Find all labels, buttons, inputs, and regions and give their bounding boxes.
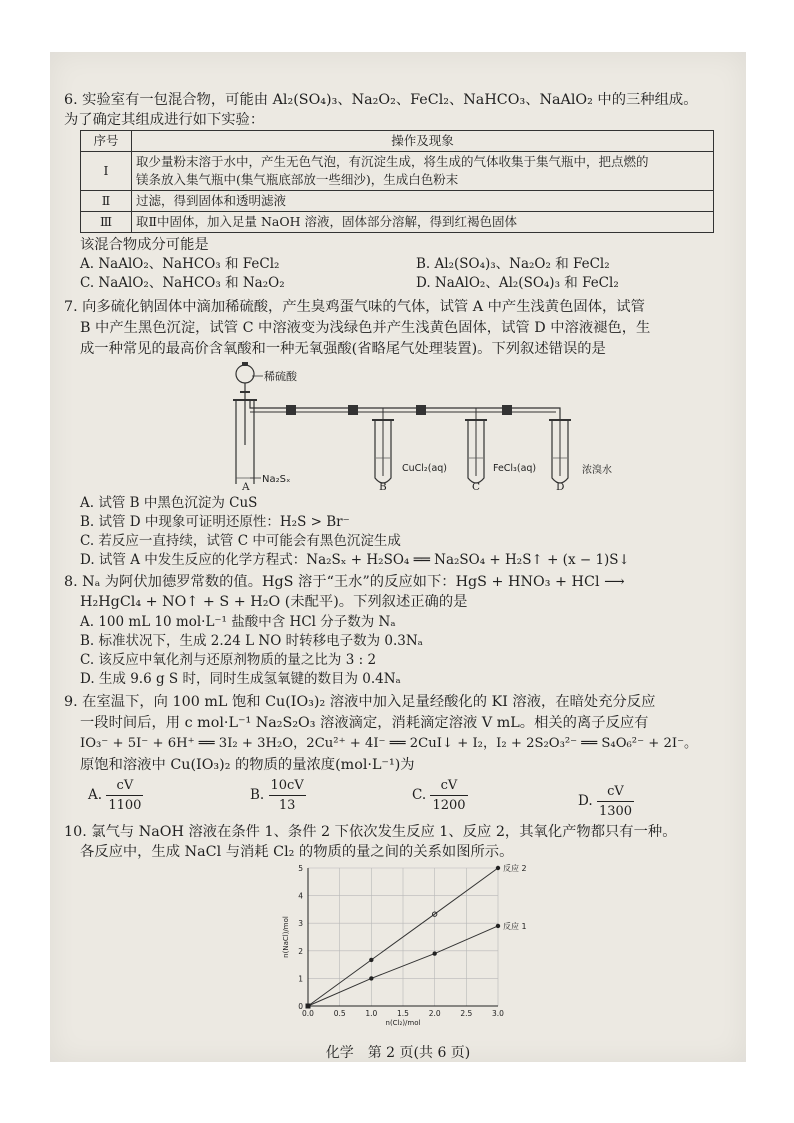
series-label: 反应 2 <box>503 864 527 873</box>
q6-conclusion: 该混合物成分可能是 <box>80 237 209 253</box>
table-row <box>81 152 714 191</box>
q7-option-d: D. 试管 A 中发生反应的化学方程式：Na₂Sₓ + H₂SO₄ ══ Na₂SO₄ + H₂S↑ + (x − 1)S↓ <box>80 552 630 568</box>
data-point <box>432 951 436 955</box>
q6-option-c: C. NaAlO₂、NaHCO₃ 和 Na₂O₂ <box>80 275 285 291</box>
letter-b: B <box>379 481 387 493</box>
q8-line1: 8. Nₐ 为阿伏加德罗常数的值。HgS 溶于“王水”的反应如下：HgS + HNO₃ + HCl ⟶ <box>64 574 625 590</box>
tube-b-label: CuCl₂(aq) <box>402 463 447 474</box>
x-tick-label: 3.0 <box>492 1009 504 1018</box>
q8-option-c: C. 该反应中氧化剂与还原剂物质的量之比为 3 : 2 <box>80 652 377 668</box>
q9-line3: IO₃⁻ + 5I⁻ + 6H⁺ ══ 3I₂ + 3H₂O，2Cu²⁺ + 4I⁻ ══ 2CuI↓ + I₂，I₂ + 2S₂O₃²⁻ ══ S₄O₆²⁻ + 2I⁻。 <box>80 736 698 751</box>
denominator: 1200 <box>432 798 466 813</box>
q7-option-c: C. 若反应一直持续，试管 C 中可能会有黑色沉淀生成 <box>80 533 401 549</box>
q8-line2: H₂HgCl₄ + NO↑ + S + H₂O (未配平)。下列叙述正确的是 <box>80 594 468 610</box>
y-tick-label: 0 <box>298 1002 303 1011</box>
option-label: B. <box>250 787 265 803</box>
apparatus-diagram <box>220 360 580 488</box>
numerator: cV <box>106 776 143 796</box>
q10-line1: 10. 氯气与 NaOH 溶液在条件 1、条件 2 下依次发生反应 1、反应 2，其氧化产物都只有一种。 <box>64 824 677 840</box>
q6-option-d: D. NaAlO₂、Al₂(SO₄)₃ 和 FeCl₂ <box>416 275 619 291</box>
exam-page <box>50 52 746 1062</box>
q8-option-a: A. 100 mL 10 mol·L⁻¹ 盐酸中含 HCl 分子数为 Nₐ <box>80 614 396 630</box>
data-point <box>369 958 373 962</box>
y-tick-label: 1 <box>298 974 303 984</box>
row-text: 取少量粉末溶于水中，产生无色气泡，有沉淀生成，将生成的气体收集于集气瓶中，把点燃的 <box>136 154 649 169</box>
q9-option-b <box>250 776 306 815</box>
table-header-index: 序号 <box>81 131 132 152</box>
q9-option-a <box>88 776 143 815</box>
x-tick-label: 0.5 <box>333 1009 346 1018</box>
chart-nacl-vs-cl2 <box>272 858 562 1038</box>
option-label: C. <box>412 787 427 803</box>
letter-a: A <box>242 481 250 493</box>
tube-b <box>372 408 394 483</box>
letter-d: D <box>556 481 565 493</box>
q6-option-a: A. NaAlO₂、NaHCO₃ 和 FeCl₂ <box>80 256 280 272</box>
data-point <box>369 976 373 980</box>
denominator: 1300 <box>598 804 633 819</box>
numerator: cV <box>430 776 467 796</box>
x-axis-label: n(Cl₂)/mol <box>385 1019 421 1027</box>
y-axis-label: n(NaCl)/mol <box>282 916 290 958</box>
tube-d-label: 浓溴水 <box>582 465 612 476</box>
table-header-operation: 操作及现象 <box>132 131 714 152</box>
q6-table <box>80 130 714 233</box>
option-label: A. <box>88 787 103 803</box>
option-label: D. <box>578 793 593 809</box>
x-tick-label: 1.0 <box>365 1009 378 1018</box>
denominator: 13 <box>278 798 296 813</box>
y-tick-label: 4 <box>298 891 303 901</box>
numerator: cV <box>597 782 634 802</box>
table-row <box>81 191 714 212</box>
tube-c <box>465 408 487 483</box>
x-tick-label: 2.0 <box>428 1009 441 1018</box>
letter-c: C <box>472 481 481 493</box>
row-text: 镁条放入集气瓶中(集气瓶底部放一些细沙)，生成白色粉末 <box>136 172 459 187</box>
x-tick-label: 0.0 <box>302 1009 314 1018</box>
q10-line2: 各反应中，生成 NaCl 与消耗 Cl₂ 的物质的量之间的关系如图所示。 <box>80 844 514 860</box>
q7-option-b: B. 试管 D 中现象可证明还原性：H₂S > Br⁻ <box>80 514 350 530</box>
denominator: 1100 <box>108 798 142 813</box>
q7-line1: 7. 向多硫化钠固体中滴加稀硫酸，产生臭鸡蛋气味的气体，试管 A 中产生浅黄色固体，试管 <box>64 299 645 315</box>
flask-label: Na₂Sₓ <box>262 474 291 485</box>
numerator: 10cV <box>269 776 306 796</box>
row-id: Ⅰ <box>81 152 132 191</box>
q6-option-b: B. Al₂(SO₄)₃、Na₂O₂ 和 FeCl₂ <box>416 256 610 272</box>
tube-d <box>549 408 571 483</box>
x-tick-label: 1.5 <box>397 1009 409 1018</box>
data-point <box>496 924 500 928</box>
table-row <box>81 212 714 233</box>
q8-option-b: B. 标准状况下，生成 2.24 L NO 时转移电子数为 0.3Nₐ <box>80 633 423 649</box>
q6-line2: 为了确定其组成进行如下实验： <box>64 112 265 128</box>
y-tick-label: 5 <box>298 864 303 873</box>
series-label: 反应 1 <box>503 921 527 931</box>
funnel-label: 稀硫酸 <box>264 370 297 383</box>
q8-option-d: D. 生成 9.6 g S 时，同时生成氢氧键的数目为 0.4Nₐ <box>80 671 401 687</box>
row-text: 取Ⅱ中固体，加入足量 NaOH 溶液，固体部分溶解，得到红褐色固体 <box>132 212 714 233</box>
page-footer: 化学 第 2 页(共 6 页) <box>325 1045 471 1061</box>
dropping-funnel <box>236 362 254 445</box>
q6-line1: 6. 实验室有一包混合物，可能由 Al₂(SO₄)₃、Na₂O₂、FeCl₂、NaHCO₃、NaAlO₂ 中的三种组成。 <box>64 92 698 108</box>
q7-option-a: A. 试管 B 中黑色沉淀为 CuS <box>80 495 258 511</box>
q7-line3: 成一种常见的最高价含氧酸和一种无氧强酸(省略尾气处理装置)。下列叙述错误的是 <box>80 341 606 357</box>
tube-c-label: FeCl₃(aq) <box>493 463 537 474</box>
q9-option-d <box>578 782 634 821</box>
data-point <box>306 1004 311 1009</box>
q7-line2: B 中产生黑色沉淀，试管 C 中溶液变为浅绿色并产生浅黄色固体，试管 D 中溶液褪色，生 <box>80 320 651 336</box>
row-id: Ⅲ <box>81 212 132 233</box>
y-tick-label: 2 <box>298 946 303 956</box>
row-text: 过滤，得到固体和透明滤液 <box>132 191 714 212</box>
q9-line2: 一段时间后，用 c mol·L⁻¹ Na₂S₂O₃ 溶液滴定，消耗滴定溶液 V mL。相关的离子反应有 <box>80 715 649 731</box>
data-point <box>496 866 500 870</box>
x-tick-label: 2.5 <box>460 1009 473 1018</box>
q9-line4: 原饱和溶液中 Cu(IO₃)₂ 的物质的量浓度(mol·L⁻¹)为 <box>80 757 415 773</box>
row-id: Ⅱ <box>81 191 132 212</box>
y-tick-label: 3 <box>298 919 303 929</box>
q9-option-c <box>412 776 468 815</box>
q9-line1: 9. 在室温下，向 100 mL 饱和 Cu(IO₃)₂ 溶液中加入足量经酸化的 KI 溶液，在暗处充分反应 <box>64 694 656 710</box>
